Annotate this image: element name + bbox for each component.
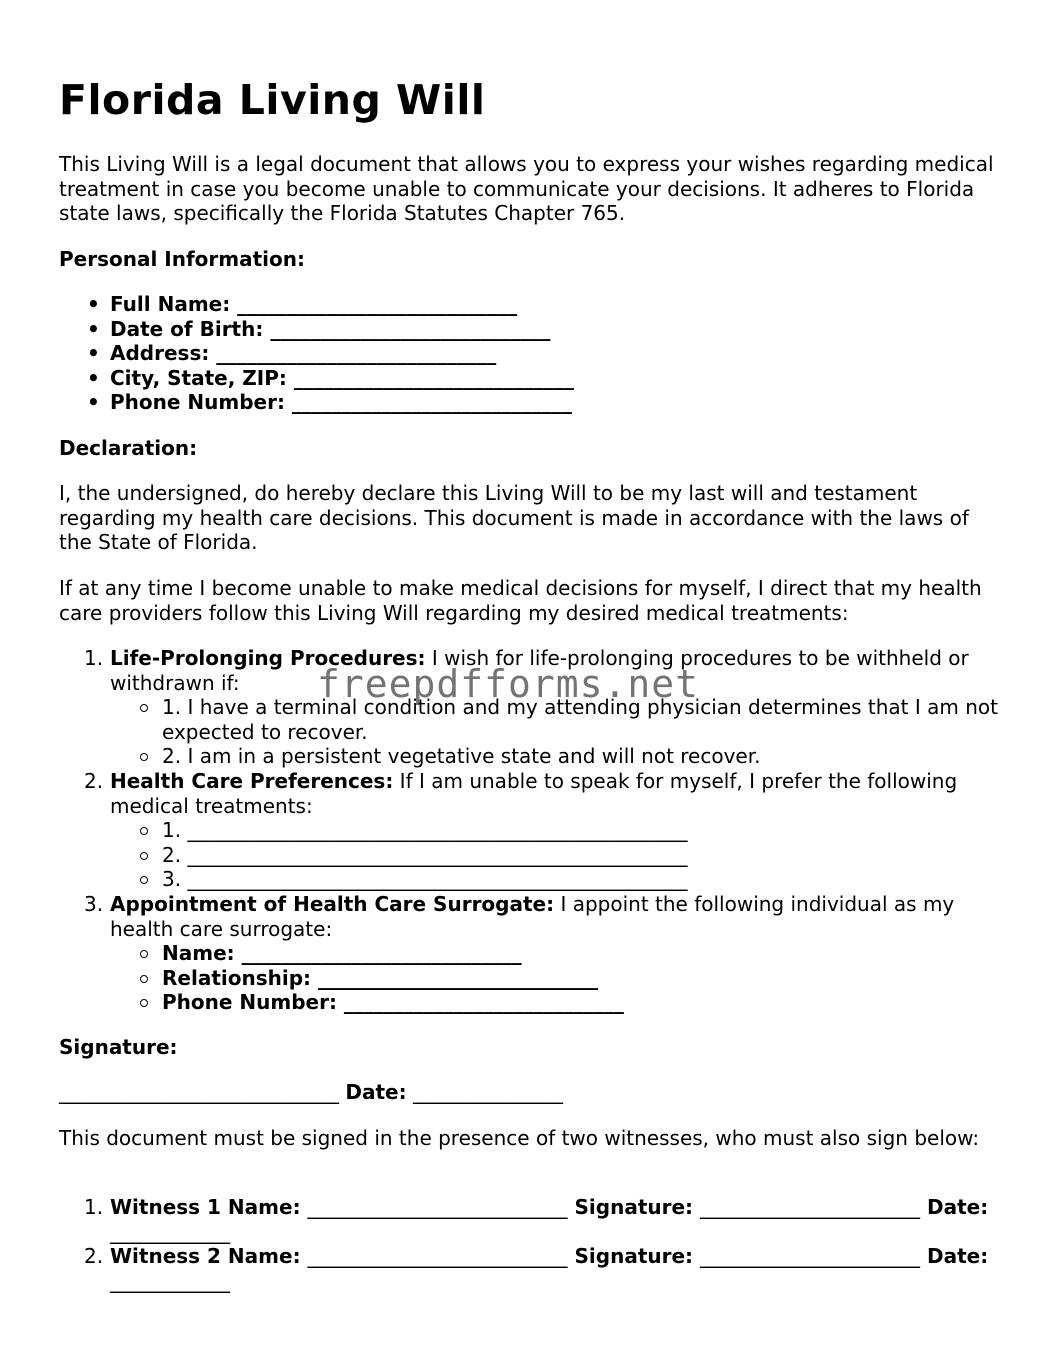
witness-1-signature-label: Signature: [574, 1195, 694, 1219]
surrogate-name-field[interactable]: Name: ____________________________ [110, 941, 1004, 966]
witness-2-item [59, 1244, 1004, 1293]
surrogate-label: Appointment of Health Care Surrogate: [110, 891, 555, 916]
preference-line[interactable]: 3. __________________________________________________ [110, 867, 1004, 892]
witness-1-name-line[interactable]: __________________________ [307, 1195, 568, 1219]
witness-1-name-label: Witness 1 Name: [110, 1195, 301, 1219]
witness-2-date-line[interactable]: ____________ [110, 1268, 230, 1293]
personal-info-list [59, 292, 1004, 415]
personal-info-heading: Personal Information: [59, 247, 305, 271]
health-care-preferences-label: Health Care Preferences: [110, 768, 394, 793]
witness-1-date-label: Date: [927, 1195, 989, 1219]
full-name-field[interactable]: • Full Name: ____________________________ [59, 292, 1004, 317]
address-field[interactable]: • Address: ____________________________ [59, 341, 1004, 366]
signature-row [59, 1080, 1004, 1105]
health-care-preferences-item [59, 769, 1004, 892]
signature-line[interactable]: ____________________________ [59, 1080, 339, 1104]
witness-2-date-label: Date: [927, 1244, 989, 1269]
phone-number-field[interactable]: • Phone Number: ____________________________ [59, 390, 1004, 415]
surrogate-text: I appoint the following individual as my health care surrogate: [110, 891, 955, 941]
life-prolonging-label: Life-Prolonging Procedures: [110, 646, 426, 670]
witness-1-item [59, 1195, 1004, 1244]
surrogate-item [59, 892, 1004, 1015]
surrogate-phone-field[interactable]: Phone Number: ____________________________ [110, 990, 1004, 1015]
item-number: 2. [84, 1244, 104, 1269]
condition-item: 1. I have a terminal condition and my attending physician determines that I am not expected to recover. [110, 695, 1004, 744]
signature-heading: Signature: [59, 1035, 178, 1059]
page-title: Florida Living Will [59, 76, 486, 124]
item-number: 1. [84, 1195, 104, 1219]
surrogate-fields [110, 941, 1004, 1015]
preference-line[interactable]: 1. __________________________________________________ [110, 818, 1004, 843]
witness-1-date-line[interactable]: ____________ [110, 1219, 230, 1244]
item-number: 2. [84, 768, 104, 793]
intro-paragraph: This Living Will is a legal document that allows you to express your wishes regarding medical treatment in case you become unable to communicate your decisions. It adheres to Florida state laws, specifically the Florida Statutes Chapter 765. [59, 152, 994, 226]
surrogate-relationship-field[interactable]: Relationship: ____________________________ [110, 966, 1004, 991]
signature-date-line[interactable]: _______________ [412, 1080, 563, 1104]
declaration-paragraph-2: If at any time I become unable to make medical decisions for myself, I direct that my health care providers follow this Living Will regarding my desired medical treatments: [59, 576, 982, 625]
witness-2-name-label: Witness 2 Name: [110, 1244, 301, 1269]
city-state-zip-field[interactable]: • City, State, ZIP: ____________________________ [59, 366, 1004, 391]
preference-lines [110, 818, 1004, 892]
condition-item: 2. I am in a persistent vegetative state and will not recover. [110, 744, 1004, 769]
date-of-birth-field[interactable]: • Date of Birth: ____________________________ [59, 317, 1004, 342]
item-number: 3. [84, 891, 104, 916]
declaration-heading: Declaration: [59, 436, 198, 460]
witness-1-signature-line[interactable]: ______________________ [700, 1195, 921, 1219]
item-number: 1. [84, 646, 104, 670]
life-prolonging-conditions [110, 695, 1004, 769]
signature-date-label: Date: [345, 1080, 407, 1104]
declaration-paragraph-1: I, the undersigned, do hereby declare this Living Will to be my last will and testament regarding my health care decisions. This document is made in accordance with the laws of the State of Florida. [59, 481, 969, 555]
health-care-preferences-text: If I am unable to speak for myself, I prefer the following medical treatments: [110, 768, 958, 818]
witness-2-signature-label: Signature: [574, 1244, 694, 1269]
witness-intro: This document must be signed in the presence of two witnesses, who must also sign below: [59, 1126, 980, 1150]
preference-line[interactable]: 2. __________________________________________________ [110, 843, 1004, 868]
witness-2-signature-line[interactable]: ______________________ [700, 1244, 921, 1269]
witness-list [59, 1195, 1004, 1293]
witness-2-name-line[interactable]: __________________________ [307, 1244, 568, 1269]
watermark-text: freepdfforms.net [317, 662, 700, 706]
life-prolonging-text: I wish for life-prolonging procedures to be withheld or withdrawn if: [110, 646, 969, 695]
